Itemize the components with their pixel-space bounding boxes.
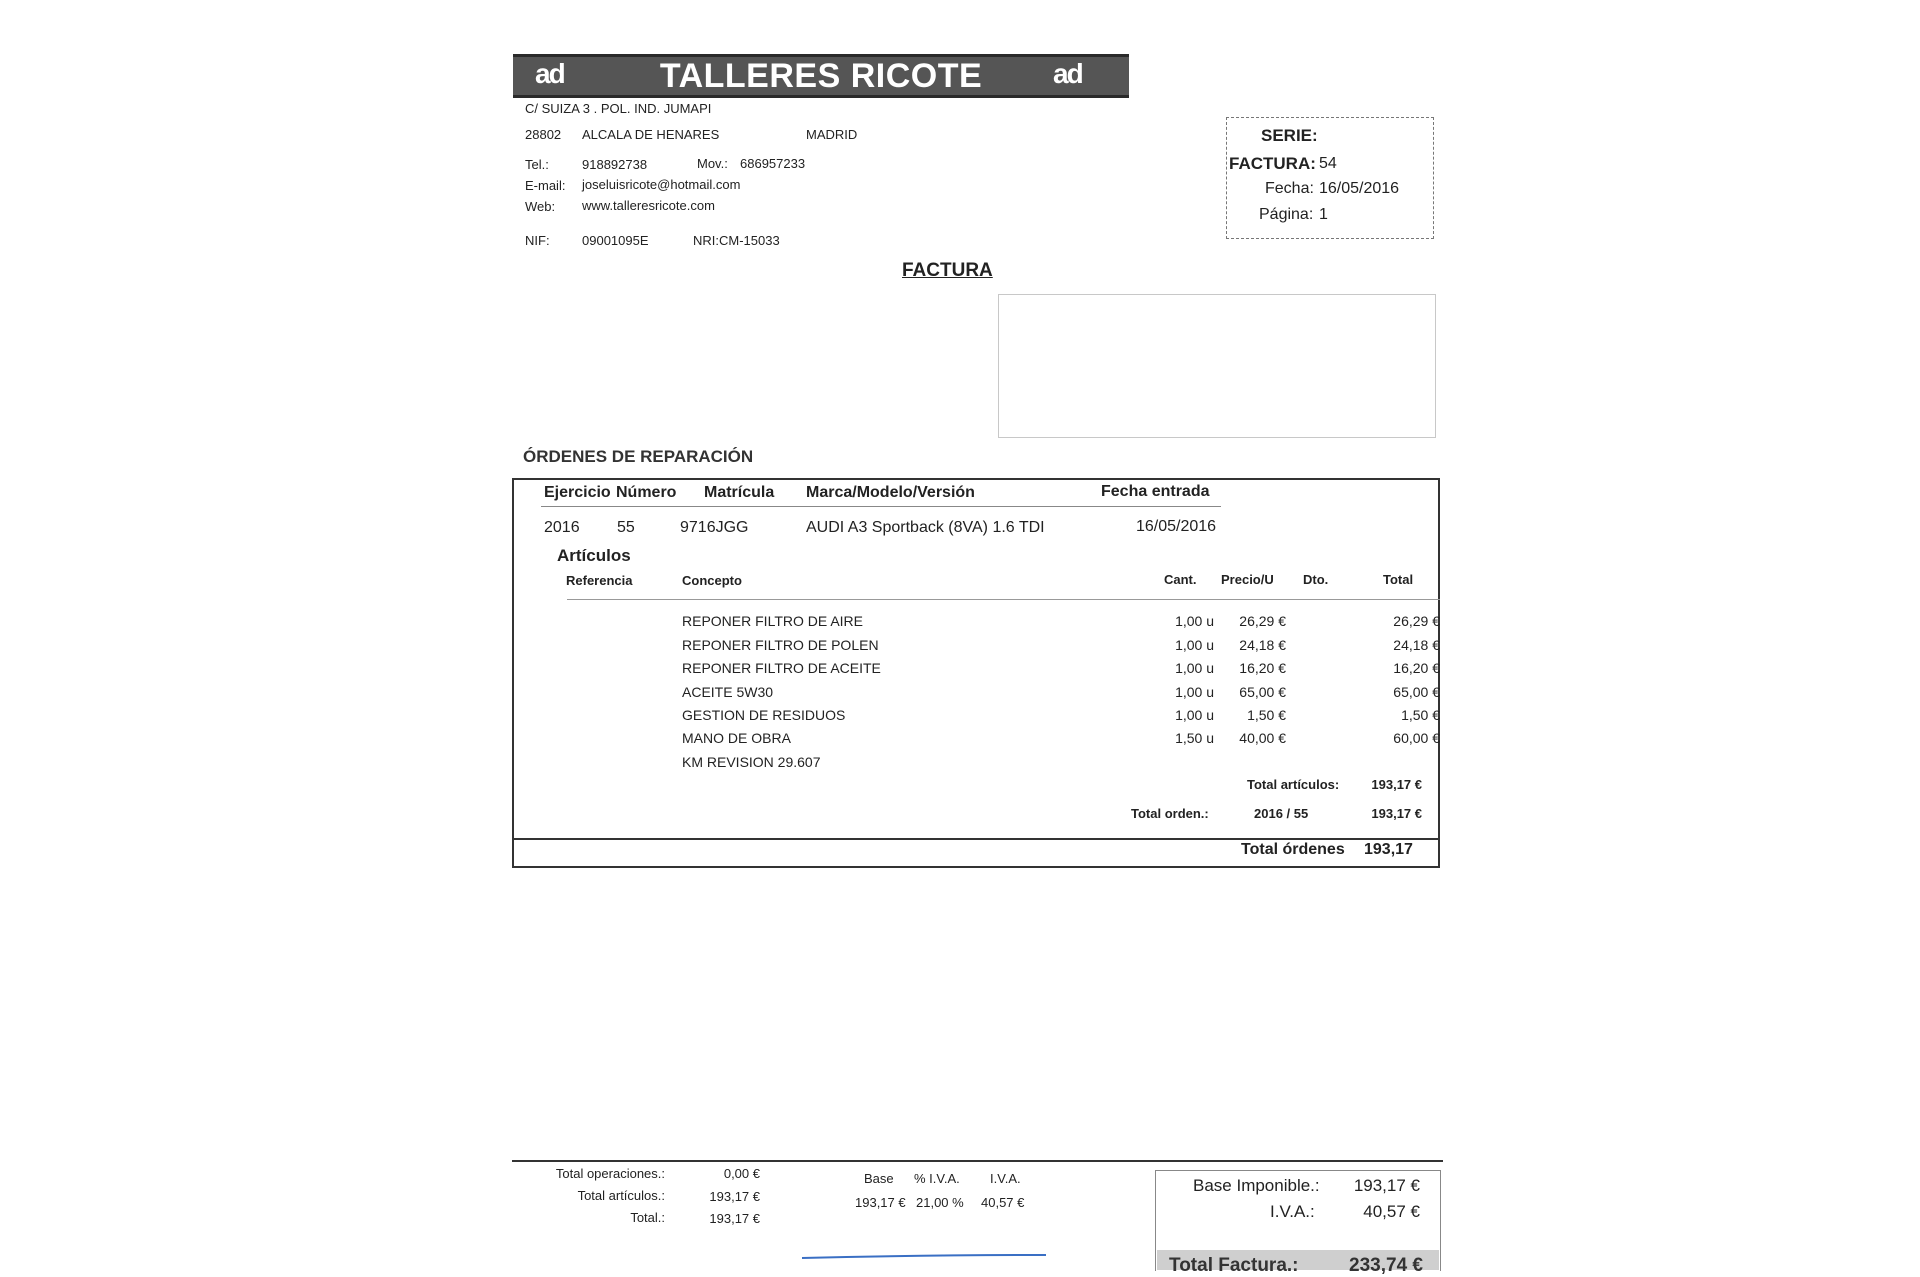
item-precio: 65,00 € bbox=[1239, 684, 1286, 700]
item-concepto: GESTION DE RESIDUOS bbox=[682, 707, 846, 723]
footer-total-operaciones-label: Total operaciones.: bbox=[555, 1166, 665, 1181]
item-concepto: ACEITE 5W30 bbox=[682, 684, 774, 700]
col-numero: Número bbox=[616, 484, 677, 501]
nif-value: 09001095E bbox=[582, 233, 649, 248]
item-total: 24,18 € bbox=[1393, 637, 1440, 653]
factura-label: FACTURA: bbox=[1229, 154, 1316, 173]
footer-iva-header: I.V.A. bbox=[990, 1171, 1021, 1186]
item-total: 26,29 € bbox=[1393, 613, 1440, 629]
total-ordenes-value: 193,17 bbox=[1364, 841, 1413, 858]
email-label: E-mail: bbox=[525, 178, 566, 193]
item-concepto: REPONER FILTRO DE POLEN bbox=[682, 637, 879, 653]
col-marca: Marca/Modelo/Versión bbox=[806, 484, 975, 501]
company-name: TALLERES RICOTE bbox=[659, 57, 983, 95]
col-referencia: Referencia bbox=[566, 573, 633, 588]
table-row bbox=[0, 660, 1920, 680]
item-total: 65,00 € bbox=[1393, 684, 1440, 700]
base-imponible-label: Base Imponible.: bbox=[1193, 1176, 1320, 1195]
item-cant: 1,00 u bbox=[1175, 660, 1214, 676]
company-logo: ad bbox=[535, 58, 564, 89]
footer-total-articulos-value: 193,17 € bbox=[709, 1189, 760, 1204]
item-cant: 1,00 u bbox=[1175, 613, 1214, 629]
item-concepto: KM REVISION 29.607 bbox=[682, 754, 821, 770]
col-matricula: Matrícula bbox=[704, 484, 775, 501]
mov-value: 686957233 bbox=[740, 156, 806, 171]
nri-value: NRI:CM-15033 bbox=[693, 233, 780, 248]
order-header-divider bbox=[541, 506, 1221, 507]
item-cant: 1,00 u bbox=[1175, 707, 1214, 723]
footer-pct-iva-value: 21,00 % bbox=[916, 1195, 964, 1210]
table-row bbox=[0, 684, 1920, 704]
order-vehiculo: AUDI A3 Sportback (8VA) 1.6 TDI bbox=[806, 519, 1045, 536]
item-precio: 16,20 € bbox=[1239, 660, 1286, 676]
invoice-meta-box bbox=[1226, 117, 1434, 239]
item-concepto: REPONER FILTRO DE AIRE bbox=[682, 613, 863, 629]
footer-total-label: Total.: bbox=[630, 1210, 665, 1225]
item-precio: 1,50 € bbox=[1247, 707, 1286, 723]
order-fecha-entrada: 16/05/2016 bbox=[1136, 518, 1217, 535]
item-total: 16,20 € bbox=[1393, 660, 1440, 676]
col-dto: Dto. bbox=[1303, 572, 1329, 587]
footer-total-operaciones-value: 0,00 € bbox=[723, 1166, 760, 1181]
col-precio: Precio/U bbox=[1221, 572, 1274, 587]
item-concepto: MANO DE OBRA bbox=[682, 730, 791, 746]
base-imponible-value: 193,17 € bbox=[1353, 1176, 1420, 1195]
signature-stroke bbox=[800, 1254, 1060, 1260]
iva-value: 40,57 € bbox=[1363, 1202, 1420, 1221]
fecha-label: Fecha: bbox=[1265, 180, 1314, 197]
footer-base-value: 193,17 € bbox=[855, 1195, 906, 1210]
company-banner bbox=[513, 54, 1129, 98]
articulos-label: Artículos bbox=[557, 546, 631, 565]
item-cant: 1,00 u bbox=[1175, 684, 1214, 700]
pagina-label: Página: bbox=[1259, 206, 1314, 223]
total-factura-value: 233,74 € bbox=[1349, 1255, 1423, 1276]
section-title: ÓRDENES DE REPARACIÓN bbox=[523, 447, 754, 466]
total-ordenes-label: Total órdenes bbox=[1241, 841, 1345, 858]
order-matricula: 9716JGG bbox=[680, 519, 749, 536]
document-title: FACTURA bbox=[902, 260, 993, 281]
footer-pct-iva-header: % I.V.A. bbox=[914, 1171, 960, 1186]
fecha-value: 16/05/2016 bbox=[1319, 180, 1400, 197]
table-row bbox=[0, 637, 1920, 657]
mov-label: Mov.: bbox=[697, 156, 728, 171]
footer-iva-value: 40,57 € bbox=[981, 1195, 1025, 1210]
total-factura-label: Total Factura.: bbox=[1169, 1255, 1299, 1276]
col-fecha-entrada: Fecha entrada bbox=[1101, 483, 1210, 500]
footer-base-header: Base bbox=[864, 1171, 894, 1186]
footer-total-articulos-label: Total artículos.: bbox=[577, 1188, 665, 1203]
footer-total-value: 193,17 € bbox=[709, 1211, 760, 1226]
web-label: Web: bbox=[525, 199, 556, 214]
web-value: www.talleresricote.com bbox=[582, 198, 715, 213]
col-concepto: Concepto bbox=[682, 573, 742, 588]
item-cant: 1,50 u bbox=[1175, 730, 1214, 746]
company-postal-code: 28802 bbox=[525, 127, 562, 142]
company-city: ALCALA DE HENARES bbox=[582, 127, 720, 142]
table-row bbox=[0, 730, 1920, 750]
item-precio: 24,18 € bbox=[1239, 637, 1286, 653]
company-logo-right: ad bbox=[1053, 58, 1082, 89]
total-articulos-value: 193,17 € bbox=[1371, 777, 1422, 792]
col-total: Total bbox=[1383, 572, 1414, 587]
client-address-box bbox=[998, 294, 1436, 438]
company-address: C/ SUIZA 3 . POL. IND. JUMAPI bbox=[525, 101, 712, 116]
item-total: 60,00 € bbox=[1393, 730, 1440, 746]
email-value: joseluisricote@hotmail.com bbox=[582, 177, 741, 192]
total-orden-label: Total orden.: bbox=[1131, 806, 1209, 821]
order-ejercicio: 2016 bbox=[544, 519, 580, 536]
tel-value: 918892738 bbox=[582, 157, 648, 172]
tel-label: Tel.: bbox=[525, 157, 549, 172]
item-concepto: REPONER FILTRO DE ACEITE bbox=[682, 660, 881, 676]
table-row bbox=[0, 707, 1920, 727]
col-cant: Cant. bbox=[1164, 572, 1197, 587]
total-ordenes-divider bbox=[512, 838, 1440, 840]
company-province: MADRID bbox=[806, 127, 858, 142]
items-header-divider bbox=[567, 599, 1440, 600]
item-precio: 26,29 € bbox=[1239, 613, 1286, 629]
nif-label: NIF: bbox=[525, 233, 550, 248]
serie-label: SERIE: bbox=[1261, 126, 1318, 145]
total-orden-value: 193,17 € bbox=[1371, 806, 1422, 821]
item-total: 1,50 € bbox=[1401, 707, 1440, 723]
table-row bbox=[0, 754, 1920, 774]
table-row bbox=[0, 613, 1920, 633]
total-factura-bar bbox=[1157, 1250, 1439, 1276]
factura-number: 54 bbox=[1319, 155, 1337, 172]
pagina-value: 1 bbox=[1319, 206, 1328, 223]
iva-label: I.V.A.: bbox=[1270, 1202, 1315, 1221]
order-numero: 55 bbox=[617, 519, 635, 536]
total-orden-ref: 2016 / 55 bbox=[1254, 806, 1309, 821]
total-articulos-label: Total artículos: bbox=[1247, 777, 1340, 792]
col-ejercicio: Ejercicio bbox=[544, 484, 611, 501]
footer-divider bbox=[512, 1160, 1443, 1162]
item-precio: 40,00 € bbox=[1239, 730, 1286, 746]
item-cant: 1,00 u bbox=[1175, 637, 1214, 653]
